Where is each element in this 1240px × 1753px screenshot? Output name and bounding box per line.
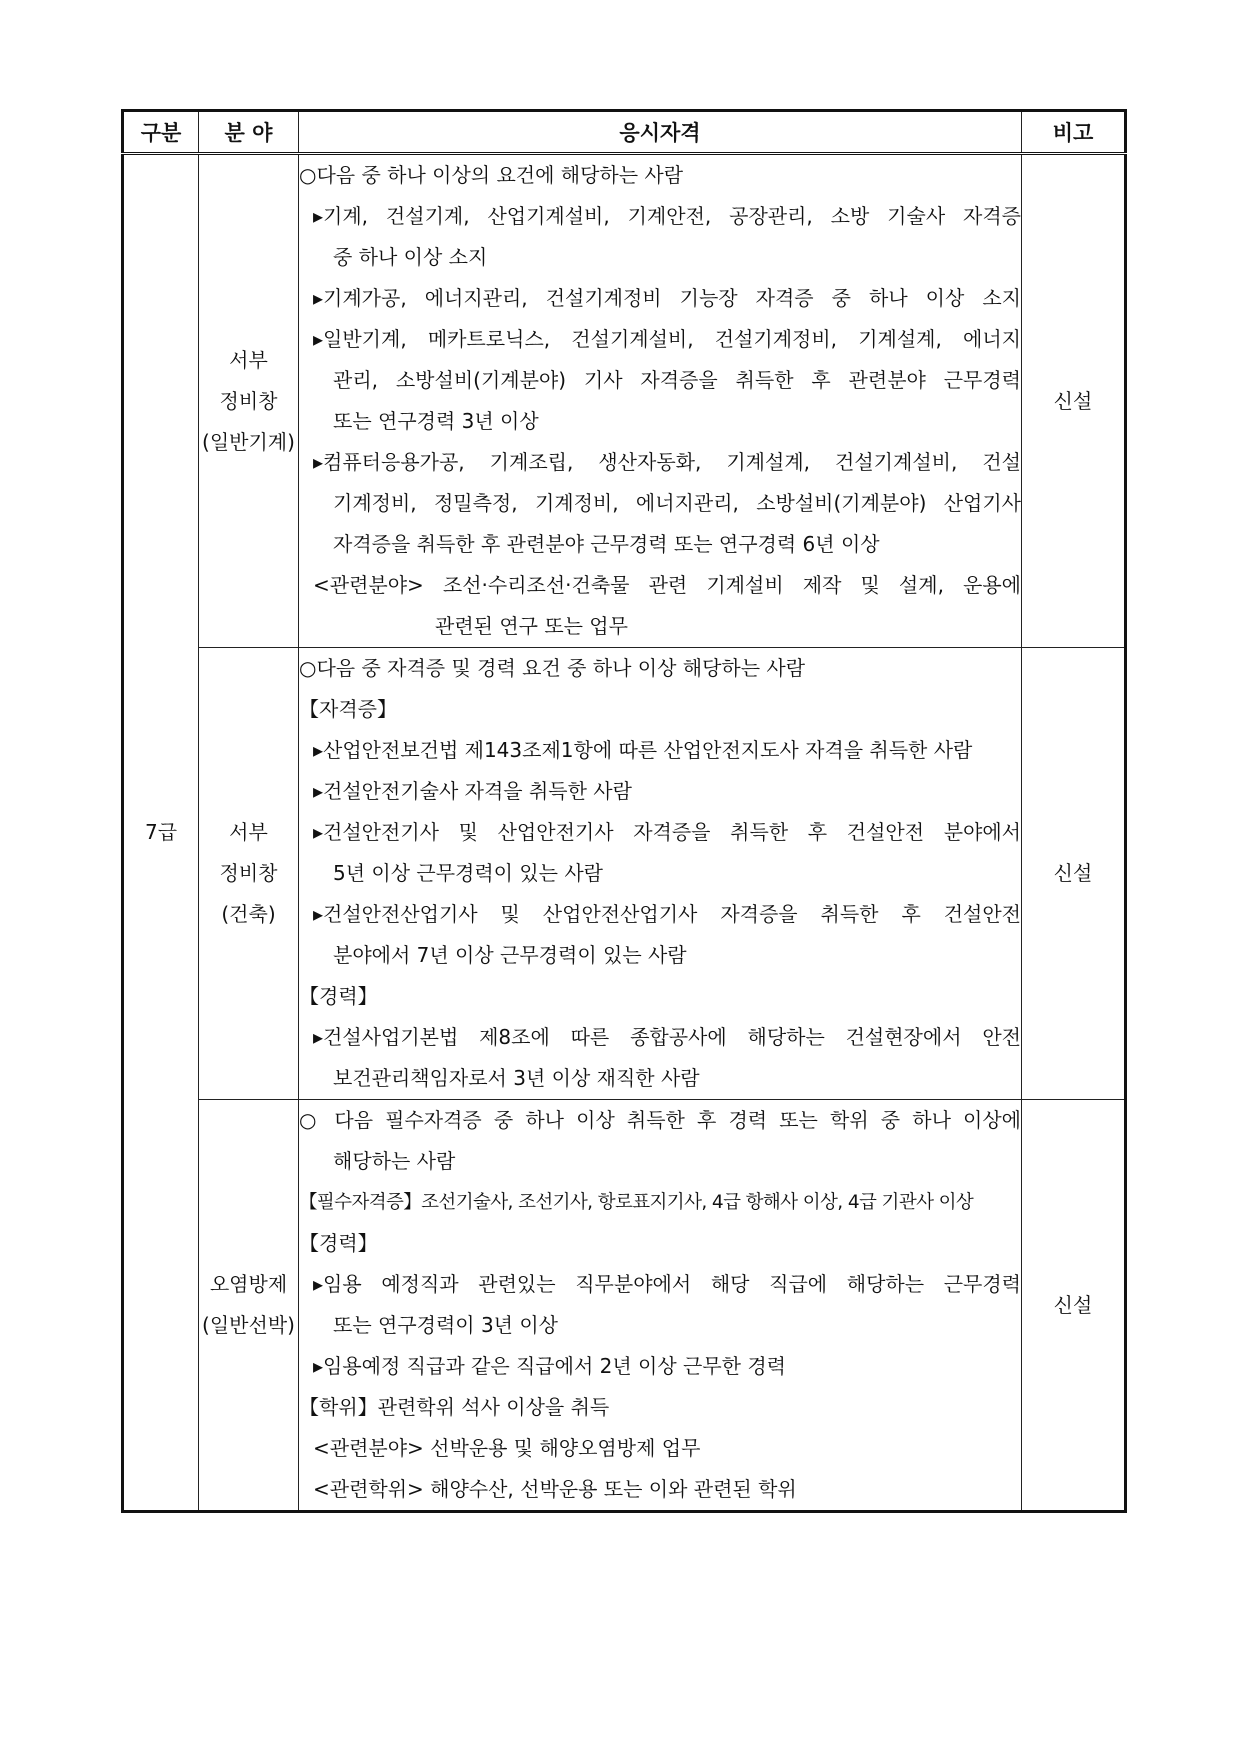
requirement-line: 자격증을 취득한 후 관련분야 근무경력 또는 연구경력 6년 이상	[333, 532, 880, 556]
field-line: (일반선박)	[202, 1313, 295, 1337]
qualification-cell	[299, 648, 1022, 1100]
requirement-line: ▸건설안전기술사 자격을 취득한 사람	[313, 779, 632, 803]
requirement-line: 관리, 소방설비(기계분야) 기사 자격증을 취득한 후 관련분야 근무경력	[333, 368, 1021, 392]
qualification-cell	[299, 1100, 1022, 1512]
table-header-row	[123, 111, 1126, 154]
requirement-line: ▸산업안전보건법 제143조제1항에 따른 산업안전지도사 자격을 취득한 사람	[313, 738, 973, 762]
field-line: 정비창	[219, 388, 278, 413]
field-cell	[199, 648, 299, 1100]
field-line: 정비창	[219, 861, 278, 885]
field-line: (건축)	[221, 902, 276, 926]
requirement-line: 중 하나 이상 소지	[333, 245, 488, 269]
field-line: 서부	[229, 820, 268, 844]
requirement-line: 기계정비, 정밀측정, 기계정비, 에너지관리, 소방설비(기계분야) 산업기사	[333, 491, 1021, 515]
requirement-line: ▸건설안전기사 및 산업안전기사 자격증을 취득한 후 건설안전 분야에서	[313, 820, 1021, 844]
requirement-line: 【필수자격증】조선기술사, 조선기사, 항로표지기사, 4급 항해사 이상, 4급 기관사 이상	[299, 1192, 974, 1213]
section-label: 【학위】관련학위 석사 이상을 취득	[299, 1395, 610, 1419]
field-cell	[199, 154, 299, 648]
requirement-line: ▸건설안전산업기사 및 산업안전산업기사 자격증을 취득한 후 건설안전	[313, 902, 1021, 926]
header-qualification: 응시자격	[299, 111, 1022, 154]
requirement-line: <관련학위> 해양수산, 선박운용 또는 이와 관련된 학위	[313, 1477, 797, 1501]
requirement-line: ▸임용예정 직급과 같은 직급에서 2년 이상 근무한 경력	[313, 1354, 786, 1378]
requirement-line: ▸기계, 건설기계, 산업기계설비, 기계안전, 공장관리, 소방 기술사 자격증	[313, 204, 1021, 228]
requirement-line: 분야에서 7년 이상 근무경력이 있는 사람	[333, 943, 687, 967]
header-grade: 구분	[123, 111, 199, 154]
requirement-line: 또는 연구경력 3년 이상	[333, 409, 539, 433]
header-field: 분 야	[199, 111, 299, 154]
note-cell: 신설	[1022, 1100, 1126, 1512]
qualification-cell	[299, 154, 1022, 648]
table-row	[123, 154, 1126, 648]
requirement-line: ▸기계가공, 에너지관리, 건설기계정비 기능장 자격증 중 하나 이상 소지	[313, 286, 1021, 310]
qualification-table	[121, 109, 1127, 1513]
requirement-line: <관련분야> 조선·수리조선·건축물 관련 기계설비 제작 및 설계, 운용에	[313, 573, 1021, 597]
table-row	[123, 648, 1126, 1100]
requirement-line: 또는 연구경력이 3년 이상	[333, 1313, 558, 1337]
requirement-line: 보건관리책임자로서 3년 이상 재직한 사람	[333, 1066, 700, 1090]
field-line: 오염방제	[209, 1272, 288, 1296]
requirement-line: ▸건설사업기본법 제8조에 따른 종합공사에 해당하는 건설현장에서 안전	[313, 1025, 1021, 1049]
section-label: 【경력】	[299, 984, 378, 1008]
table-row	[123, 1100, 1126, 1512]
requirement-line: 관련된 연구 또는 업무	[435, 614, 628, 638]
field-cell	[199, 1100, 299, 1512]
requirement-line: ▸임용 예정직과 관련있는 직무분야에서 해당 직급에 해당하는 근무경력	[313, 1272, 1021, 1296]
note-cell: 신설	[1022, 154, 1126, 648]
requirement-line: ○ 다음 필수자격증 중 하나 이상 취득한 후 경력 또는 학위 중 하나 이상에	[299, 1108, 1021, 1132]
section-label: 【자격증】	[299, 697, 397, 721]
requirement-line: 5년 이상 근무경력이 있는 사람	[333, 861, 603, 885]
field-line: 서부	[229, 347, 268, 372]
requirement-line: ○다음 중 하나 이상의 요건에 해당하는 사람	[299, 163, 684, 187]
field-line: (일반기계)	[202, 429, 295, 454]
header-note: 비고	[1022, 111, 1126, 154]
requirement-line: ○다음 중 자격증 및 경력 요건 중 하나 이상 해당하는 사람	[299, 656, 806, 680]
requirement-line: 해당하는 사람	[333, 1149, 456, 1173]
requirement-line: <관련분야> 선박운용 및 해양오염방제 업무	[313, 1436, 701, 1460]
requirement-line: ▸컴퓨터응용가공, 기계조립, 생산자동화, 기계설계, 건설기계설비, 건설	[313, 450, 1021, 474]
section-label: 【경력】	[299, 1231, 378, 1255]
grade-cell: 7급	[123, 154, 199, 1512]
requirement-line: ▸일반기계, 메카트로닉스, 건설기계설비, 건설기계정비, 기계설계, 에너지	[313, 327, 1021, 351]
note-cell: 신설	[1022, 648, 1126, 1100]
